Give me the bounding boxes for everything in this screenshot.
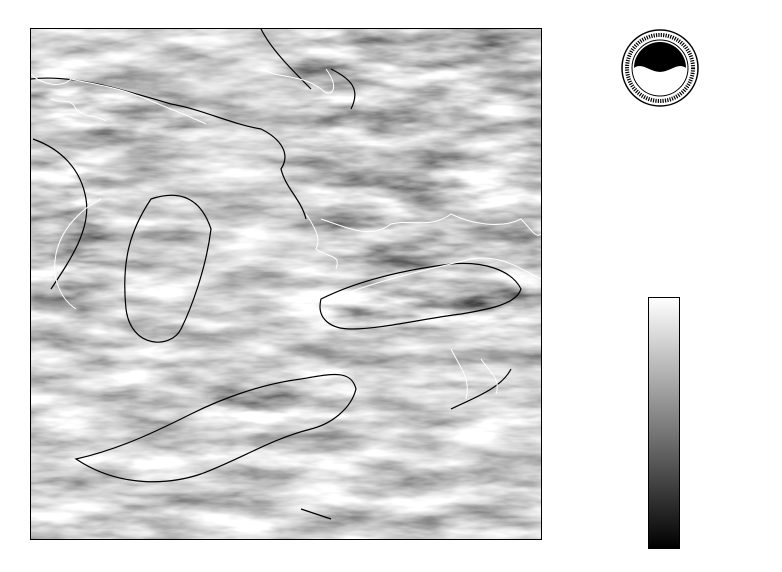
info-panel: [560, 112, 770, 127]
cloud-streaks: [31, 29, 541, 539]
noaa-seal-icon: [620, 28, 700, 108]
cloud-imagery-svg: [31, 29, 541, 539]
satellite-image: [30, 28, 542, 540]
reflectance-scale-bar: [648, 297, 680, 549]
noaa-logo: [620, 28, 700, 108]
date-time: [560, 112, 770, 127]
